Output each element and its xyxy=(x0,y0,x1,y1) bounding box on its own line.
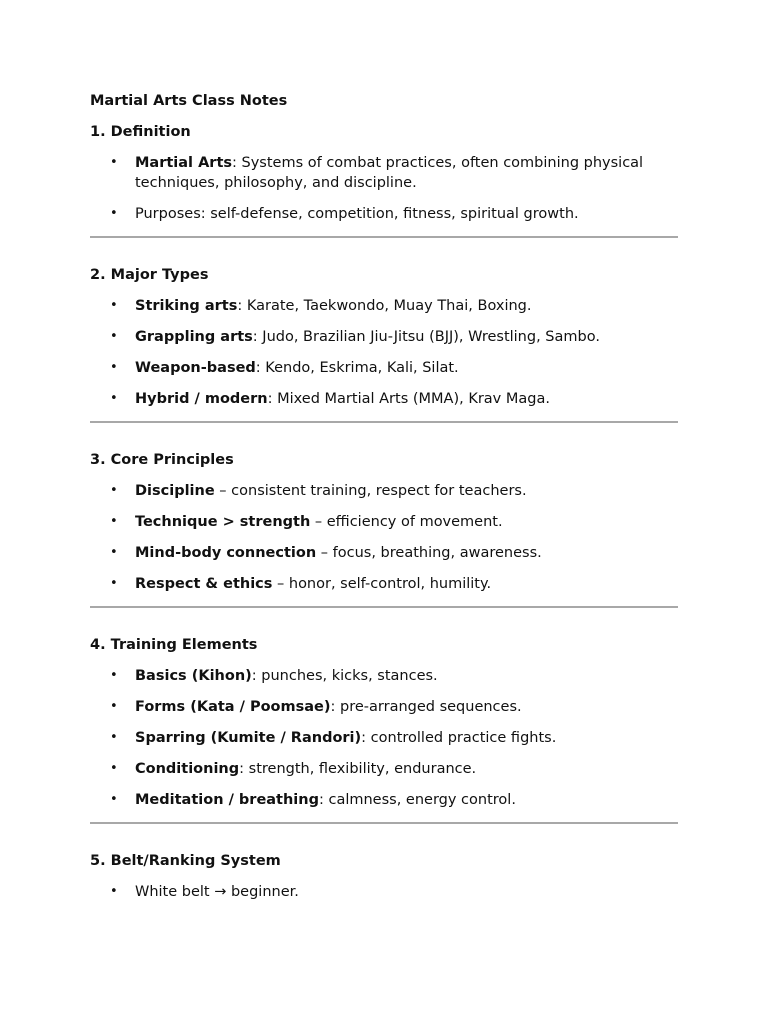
item-text: : calmness, energy control. xyxy=(318,792,516,808)
item-term: Meditation / breathing xyxy=(135,792,319,808)
item-text: – honor, self-control, humility. xyxy=(272,576,492,592)
item-text: : Mixed Martial Arts (MMA), Krav Maga. xyxy=(267,391,550,407)
bullet-icon: • xyxy=(110,761,118,776)
section-divider xyxy=(90,421,678,423)
bullet-list xyxy=(90,882,678,902)
list-item xyxy=(90,574,678,594)
item-term: Mind-body connection xyxy=(135,545,317,561)
section-4 xyxy=(90,635,678,824)
item-term: Sparring (Kumite / Randori) xyxy=(135,730,362,746)
document-body xyxy=(90,122,678,902)
section-divider xyxy=(90,236,678,238)
bullet-icon: • xyxy=(110,514,118,529)
item-term: Striking arts xyxy=(135,298,238,314)
item-term: Forms (Kata / Poomsae) xyxy=(135,699,331,715)
list-item xyxy=(90,512,678,532)
bullet-icon: • xyxy=(110,884,118,899)
list-item xyxy=(90,882,678,902)
bullet-list xyxy=(90,481,678,594)
list-item xyxy=(90,543,678,563)
item-text: : Judo, Brazilian Jiu-Jitsu (BJJ), Wrestling, Sambo. xyxy=(252,329,600,345)
section-1 xyxy=(90,122,678,238)
item-text: : controlled practice fights. xyxy=(361,730,557,746)
bullet-icon: • xyxy=(110,298,118,313)
item-term: Weapon-based xyxy=(135,360,256,376)
section-heading: 4. Training Elements xyxy=(90,637,258,653)
item-text: Purposes: self-defense, competition, fitness, spiritual growth. xyxy=(135,206,579,222)
section-5 xyxy=(90,851,678,902)
bullet-icon: • xyxy=(110,576,118,591)
item-text: : punches, kicks, stances. xyxy=(251,668,438,684)
list-item xyxy=(90,728,678,748)
bullet-icon: • xyxy=(110,360,118,375)
section-divider xyxy=(90,606,678,608)
list-item xyxy=(90,153,678,193)
section-3 xyxy=(90,450,678,608)
bullet-icon: • xyxy=(110,391,118,406)
bullet-icon: • xyxy=(110,329,118,344)
document-page xyxy=(90,91,678,902)
item-text: – consistent training, respect for teachers. xyxy=(214,483,527,499)
bullet-list xyxy=(90,296,678,409)
section-heading: 5. Belt/Ranking System xyxy=(90,853,281,869)
bullet-icon: • xyxy=(110,668,118,683)
bullet-icon: • xyxy=(110,545,118,560)
document-title: Martial Arts Class Notes xyxy=(90,93,288,109)
item-term: Technique > strength xyxy=(135,514,311,530)
item-term: Basics (Kihon) xyxy=(135,668,252,684)
list-item xyxy=(90,697,678,717)
list-item xyxy=(90,296,678,316)
list-item xyxy=(90,481,678,501)
section-heading: 2. Major Types xyxy=(90,267,209,283)
item-term: Martial Arts xyxy=(135,155,233,171)
bullet-icon: • xyxy=(110,730,118,745)
list-item xyxy=(90,389,678,409)
item-text: : strength, flexibility, endurance. xyxy=(239,761,477,777)
item-text: White belt → beginner. xyxy=(135,884,299,900)
bullet-icon: • xyxy=(110,792,118,807)
item-text: : Kendo, Eskrima, Kali, Silat. xyxy=(255,360,459,376)
item-text: – efficiency of movement. xyxy=(310,514,503,530)
list-item xyxy=(90,790,678,810)
section-divider xyxy=(90,822,678,824)
bullet-icon: • xyxy=(110,206,118,221)
item-text: : Karate, Taekwondo, Muay Thai, Boxing. xyxy=(237,298,532,314)
item-term: Discipline xyxy=(135,483,215,499)
item-term: Grappling arts xyxy=(135,329,253,345)
item-text: : Systems of combat practices, often combining physical techniques, philosophy, and discipline. xyxy=(135,155,644,191)
bullet-icon: • xyxy=(110,483,118,498)
item-term: Respect & ethics xyxy=(135,576,273,592)
bullet-icon: • xyxy=(110,699,118,714)
list-item xyxy=(90,666,678,686)
bullet-list xyxy=(90,153,678,224)
section-2 xyxy=(90,265,678,423)
list-item xyxy=(90,327,678,347)
list-item xyxy=(90,759,678,779)
bullet-list xyxy=(90,666,678,810)
section-heading: 1. Definition xyxy=(90,124,191,140)
item-text: – focus, breathing, awareness. xyxy=(316,545,542,561)
list-item xyxy=(90,204,678,224)
list-item xyxy=(90,358,678,378)
bullet-icon: • xyxy=(110,155,118,170)
item-term: Conditioning xyxy=(135,761,240,777)
item-text: : pre-arranged sequences. xyxy=(330,699,522,715)
section-heading: 3. Core Principles xyxy=(90,452,234,468)
item-term: Hybrid / modern xyxy=(135,391,268,407)
